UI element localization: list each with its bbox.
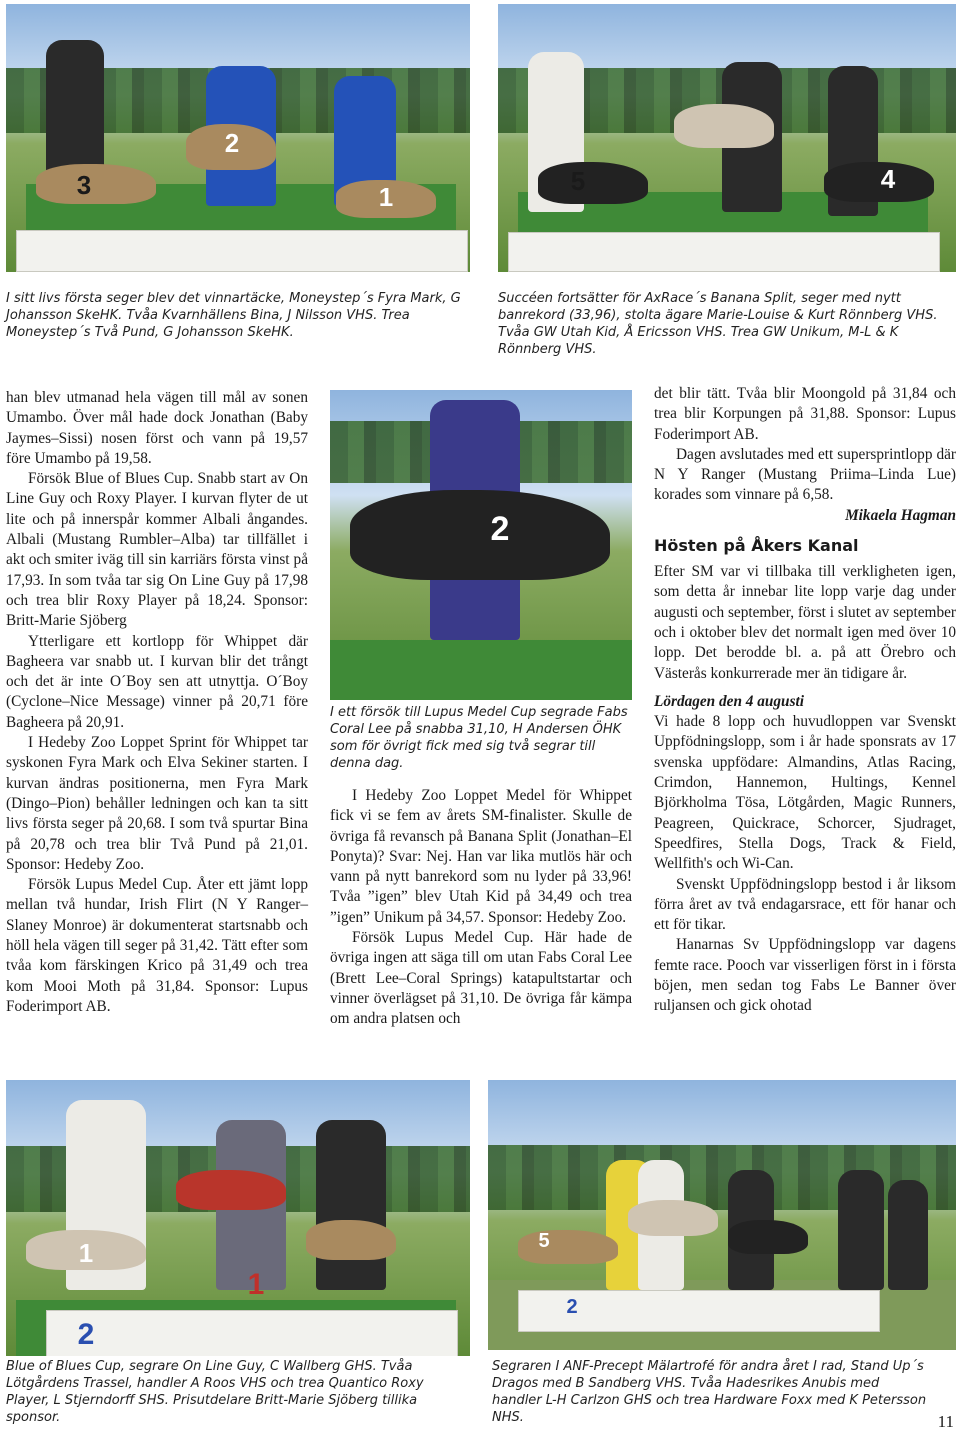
trophy-position-2: 2 [566,1296,578,1318]
paragraph: Försök Lupus Medel Cup. Här hade de övriga ingen att säga till om utan Fabs Coral Lee (Brett Lee–Coral Springs) katapultstartar och vinner överlägset på 31,10. De övriga får kämpa om andra platsen och [330,929,632,1028]
race-number-4: 4 [880,164,896,194]
trophy-position-2: 2 [77,1318,95,1351]
race-number-3: 3 [76,170,92,200]
dog [674,104,774,148]
dog [176,1170,286,1210]
paragraph: Svenskt Uppfödningslopp bestod i år liksom förra året av två endagarsrace, ett för hanar och ett för tikar. [654,875,956,934]
article-column-3 [654,384,956,1017]
person [838,1170,884,1290]
tree-line [488,1145,956,1210]
photo-top-left [6,4,470,272]
paragraph: Hanarnas Sv Uppfödningslopp var dagens femte race. Pooch var visserligen först in i första böjen, men sedan tog Fabs Le Banner över ruljansen och gick ohotad [654,936,956,1015]
subheading: Lördagen den 4 augusti [654,692,805,710]
paragraph: Efter SM var vi tillbaka till verkligheten igen, som detta år innebar lite lopp varje dag under augusti och september, först i slutet av september och i oktober blev det normalt igen med över 10 lopp. Det berodde bl. a. på att Örebro och Västerås konkurrerade mer än tidigare år. [654,563,956,682]
paragraph: Försök Lupus Medel Cup. Åter ett jämt lopp mellan två hundar, Irish Flirt (N Y Ranger–Slaney Monroe) är dokumenterat startsnabb och höll hela vägen till seger på 31,42. Tätt efter som tvåa kom färskingen Krico på 31,49 och trea kom Mooi Moth på 31,84. Sponsor: Lupus Foderimport AB. [6,876,308,1015]
race-number-5: 5 [570,166,586,196]
article-column-2 [330,786,632,1030]
caption-bottom-right: Segraren I ANF-Precept Mälartrofé för andra året I rad, Stand Up´s Dragos med B Sandberg VHS. Tvåa Hadesrikes Anubis med handler L-H Carlzon GHS och trea Hardware Foxx med K Petersson NHS. [492,1359,927,1425]
person [316,1120,386,1290]
race-number-2: 2 [224,128,240,158]
paragraph: han blev utmanad hela vägen till mål av sonen Umambo. Över mål hade dock Jonathan (Baby Jaymes–Sissi) nosen först och vann på 19,57 före Umambo på 19,58. [6,389,308,467]
caption-top-left: I sitt livs första seger blev det vinnartäcke, Moneystep´s Fyra Mark, G Johansson SkeHK. Tvåa Kvarnhällens Bina, J Nilsson VHS. Trea Moneystep´s Två Pund, G Johansson SkeHK. [6,291,461,340]
caption-top-right: Succéen fortsätter för AxRace´s Banana Split, seger med nytt banrekord (33,96), stolta ägare Marie-Louise & Kurt Rönnberg VHS. Tvåa GW Utah Kid, Å Ericsson VHS. Trea GW Unikum, M-L & K Rönnberg VHS. [498,291,938,357]
race-number-5: 5 [538,1230,550,1252]
paragraph: I Hedeby Zoo Loppet Sprint för Whippet tar syskonen Fyra Mark och Elva Sekiner starten. I kurvan ändras positionerna, men Fyra Mark (Dingo–Pion) behåller ledningen och kan ta sitt livs första seger på 20,68. I som två spurtar Bina på 20,78 och trea blir Två Pund på 21,01. Sponsor: Hedeby Zoo. [6,734,308,873]
dog [728,1220,808,1254]
photo-bottom-right [488,1080,956,1350]
paragraph: Ytterligare ett kortlopp för Whippet där Bagheera var snabb ut. I kurvan blir det trångt och det är inte O´Boy sen att utnyttja. O´Boy (Cyclone–Nice Message) vinner på 20,71 före Bagheera på 20,91. [6,632,308,731]
podium [508,232,940,272]
dog [306,1220,396,1260]
race-number-2: 2 [490,510,510,548]
photo-bottom-left [6,1080,470,1356]
article-column-1 [6,388,308,1017]
paragraph: Försök Blue of Blues Cup. Snabb start av On Line Guy och Roxy Player. I kurvan flyter de ut lite och på innerspår kommer Albali ångandes. Albali (Mustang Rumbler–Alba) tar tillfället i akt och smiter iväg till sin karriärs första vinst på 17,93. In som tvåa tar sig On Line Guy på 17,98 och trea blir Roxy Player på 18,24. Sponsor: Britt-Marie Sjöberg [6,470,308,630]
paragraph: det blir tätt. Tvåa blir Moongold på 31,84 och trea blir Korpungen på 31,88. Sponsor: Lupus Foderimport AB. [654,385,956,443]
photo-middle [330,390,632,700]
page-number: 11 [937,1412,954,1431]
paragraph: Dagen avslutades med ett supersprintlopp där N Y Ranger (Mustang Priima–Linda Lue) korades som vinnare på 6,58. [654,445,956,504]
caption-middle: I ett försök till Lupus Medel Cup segrade Fabs Coral Lee på snabba 31,10, H Andersen ÖHK som för övrigt fick med sig två segrar till denna dag. [330,705,628,771]
trophy-position-1: 1 [247,1268,265,1301]
podium [16,230,468,272]
author-signature: Mikaela Hagman [845,506,956,524]
paragraph: I Hedeby Zoo Loppet Medel för Whippet fick vi se fem av årets SM-finalister. Skulle de övriga få revansch på Banana Split (Jonathan–El Ponyta)? Svar: Nej. Han var lika mutlös här och vann på nytt banrekord som nu lyder på 33,96! Tvåa ”igen” blev Utah Kid på 34,49 och trea ”igen” Unikum på 34,57. Sponsor: Hedeby Zoo. [330,787,632,926]
race-number-1: 1 [78,1238,94,1268]
paragraph: Vi hade 8 lopp och huvudloppen var Svenskt Uppfödningslopp, som i år hade sponsrats av 17 svenska uppfödare: Almandins, Atlas Racing, Crimdon, Hannemon, Hultings, Kennel Björkholma Tösa, Lötgården, Magic Runners, Peagreen, Quickrace, Schorcer, Sjudraget, Speedfires, Stella Dogs, Track & Field, Wellfith's och Wi-Can. [654,713,956,873]
person [888,1180,928,1290]
caption-bottom-left: Blue of Blues Cup, segrare On Line Guy, C Wallberg GHS. Tvåa Lötgårdens Trassel, handler A Roos VHS och trea Quantico Roxy Player, L Stjerndorff SHS. Prisutdelare Britt-Marie Sjöberg tillika sponsor. [6,1359,424,1425]
podium [46,1310,458,1356]
dog [628,1200,718,1236]
race-number-1: 1 [378,182,394,212]
section-heading: Hösten på Åkers Kanal [654,536,859,556]
podium-turf [330,640,632,700]
photo-top-right [498,4,956,272]
